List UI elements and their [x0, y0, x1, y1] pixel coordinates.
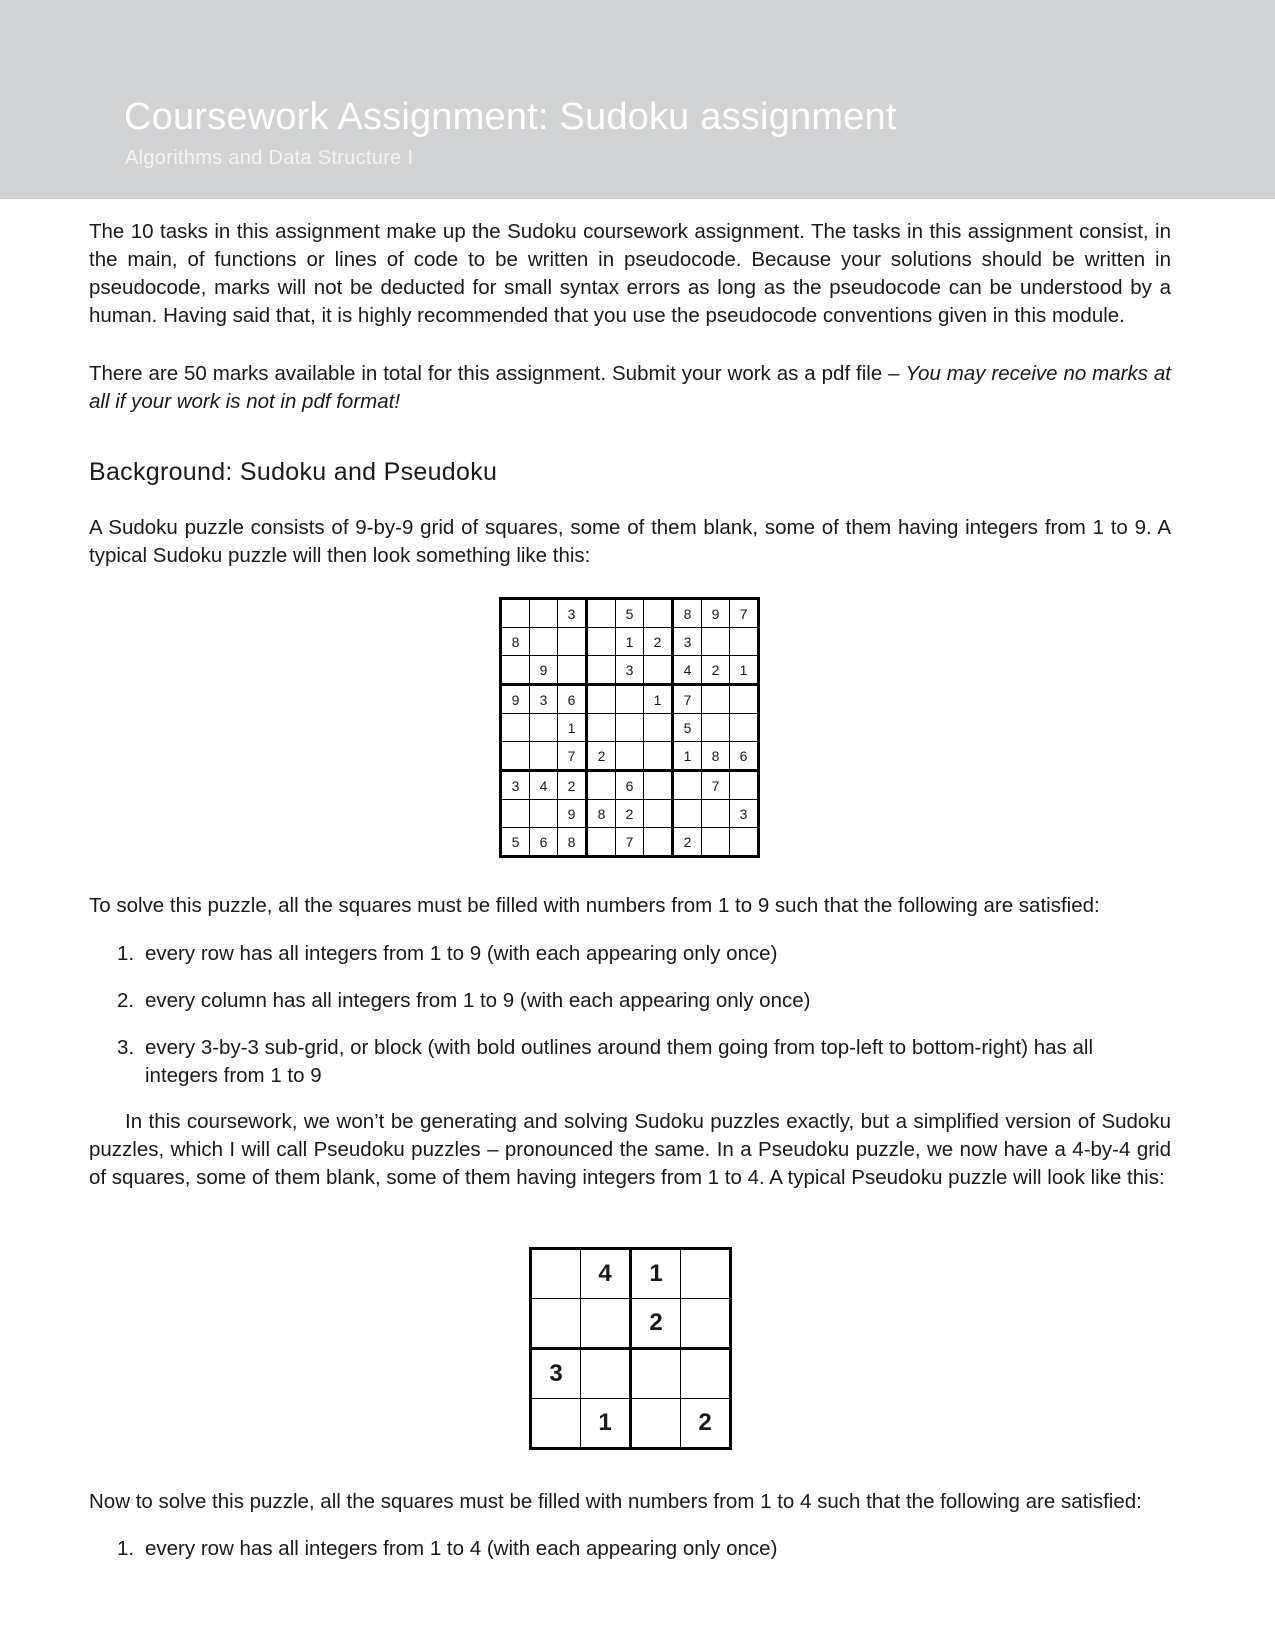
list-text: every 3-by-3 sub-grid, or block (with bold outlines around them going from top-left to bottom-right) has all integers from 1 to 9: [145, 1036, 1094, 1087]
grid-cell: [631, 1399, 681, 1449]
grid-cell: [501, 656, 530, 685]
grid-row: [501, 828, 759, 857]
grid-row: [531, 1249, 731, 1299]
grid-cell: [673, 771, 702, 800]
grid-cell: [644, 714, 673, 742]
grid-cell: [631, 1349, 681, 1399]
grid-cell: [702, 714, 730, 742]
grid-cell: 7: [616, 828, 644, 857]
grid-cell: [730, 828, 759, 857]
grid-cell: 1: [558, 714, 587, 742]
grid-cell: [644, 656, 673, 685]
grid-cell: 3: [501, 771, 530, 800]
grid-cell: 6: [558, 685, 587, 714]
grid-cell: [581, 1349, 631, 1399]
grid-cell: 6: [530, 828, 558, 857]
grid-cell: 6: [616, 771, 644, 800]
grid-cell: 6: [730, 742, 759, 771]
grid-cell: [681, 1249, 731, 1299]
grid-cell: 2: [558, 771, 587, 800]
grid-cell: [530, 628, 558, 656]
list-text: every column has all integers from 1 to 9 (with each appearing only once): [145, 989, 811, 1012]
intro-paragraph-2: [89, 360, 1171, 416]
grid-cell: [702, 800, 730, 828]
grid-row: [501, 771, 759, 800]
sudoku-rule-1: [117, 940, 1167, 968]
grid-cell: [531, 1249, 581, 1299]
sudoku-intro-paragraph: A Sudoku puzzle consists of 9-by-9 grid of squares, some of them blank, some of them having integers from 1 to 9. A typical Sudoku puzzle will then look something like this:: [89, 516, 1171, 567]
grid-cell: 7: [730, 599, 759, 628]
list-number: 1.: [117, 942, 135, 965]
document-subtitle: Algorithms and Data Structure I: [125, 147, 414, 169]
pdf-warning: You may receive no marks at all if your work is not in pdf format!: [89, 362, 1171, 413]
grid-cell: 9: [702, 599, 730, 628]
grid-cell: [644, 828, 673, 857]
grid-cell: 1: [581, 1399, 631, 1449]
grid-cell: 3: [673, 628, 702, 656]
pseudoku-intro-paragraph: In this coursework, we won’t be generating and solving Sudoku puzzles exactly, but a simplified version of Sudoku puzzles, which I will call Pseudoku puzzles – pronounced the same. In a Pseudoku puzzle, we now have a 4-by-4 grid of squares, some of them blank, some of them having integers from 1 to 4. A typical Pseudoku puzzle will look like this:: [89, 1110, 1171, 1189]
grid-row: [531, 1399, 731, 1449]
sudoku-rules-intro: To solve this puzzle, all the squares must be filled with numbers from 1 to 9 such that the following are satisfied:: [89, 894, 1100, 917]
grid-cell: [558, 656, 587, 685]
grid-cell: 7: [702, 771, 730, 800]
grid-cell: 8: [702, 742, 730, 771]
grid-cell: [587, 628, 616, 656]
grid-row: [501, 742, 759, 771]
grid-cell: [644, 800, 673, 828]
grid-cell: 2: [587, 742, 616, 771]
list-text: every row has all integers from 1 to 4 (with each appearing only once): [145, 1537, 778, 1560]
grid-cell: [644, 771, 673, 800]
grid-cell: [587, 685, 616, 714]
grid-cell: 3: [558, 599, 587, 628]
grid-row: [531, 1349, 731, 1399]
grid-cell: 3: [531, 1349, 581, 1399]
grid-row: [501, 628, 759, 656]
grid-cell: 8: [558, 828, 587, 857]
grid-cell: 3: [530, 685, 558, 714]
grid-cell: 5: [616, 599, 644, 628]
grid-cell: [730, 628, 759, 656]
grid-cell: 1: [644, 685, 673, 714]
grid-cell: [531, 1399, 581, 1449]
grid-cell: 1: [673, 742, 702, 771]
document-title: Coursework Assignment: Sudoku assignment: [124, 96, 897, 138]
grid-cell: [616, 714, 644, 742]
grid-cell: 5: [673, 714, 702, 742]
grid-cell: 9: [530, 656, 558, 685]
grid-cell: [530, 800, 558, 828]
grid-cell: [587, 771, 616, 800]
grid-cell: 3: [730, 800, 759, 828]
grid-cell: [501, 800, 530, 828]
grid-cell: [644, 742, 673, 771]
grid-cell: [681, 1349, 731, 1399]
list-number: 3.: [117, 1036, 135, 1059]
list-number: 1.: [117, 1537, 135, 1560]
grid-cell: 4: [581, 1249, 631, 1299]
grid-row: [501, 714, 759, 742]
grid-cell: [531, 1299, 581, 1349]
grid-cell: 2: [702, 656, 730, 685]
grid-cell: 1: [730, 656, 759, 685]
grid-cell: [730, 771, 759, 800]
grid-cell: 2: [616, 800, 644, 828]
pseudoku-rules-intro: Now to solve this puzzle, all the squares must be filled with numbers from 1 to 4 such that the following are satisfied:: [89, 1490, 1142, 1513]
section-heading: Background: Sudoku and Pseudoku: [89, 458, 498, 486]
grid-cell: 7: [558, 742, 587, 771]
grid-cell: [501, 714, 530, 742]
grid-cell: [530, 599, 558, 628]
grid-row: [501, 685, 759, 714]
grid-cell: [616, 742, 644, 771]
list-number: 2.: [117, 989, 135, 1012]
grid-row: [501, 800, 759, 828]
grid-cell: [644, 599, 673, 628]
grid-cell: 4: [530, 771, 558, 800]
sudoku-grid: [499, 597, 760, 858]
pseudoku-rule-1: [117, 1535, 1167, 1563]
grid-cell: [501, 599, 530, 628]
grid-cell: 8: [587, 800, 616, 828]
grid-cell: 5: [501, 828, 530, 857]
grid-cell: [702, 685, 730, 714]
grid-cell: 9: [501, 685, 530, 714]
grid-cell: [587, 599, 616, 628]
grid-cell: 1: [616, 628, 644, 656]
sudoku-rule-3: [117, 1034, 1167, 1090]
grid-cell: [587, 656, 616, 685]
grid-cell: [558, 628, 587, 656]
grid-cell: [587, 828, 616, 857]
grid-cell: [530, 714, 558, 742]
grid-cell: [730, 685, 759, 714]
grid-cell: [681, 1299, 731, 1349]
grid-cell: [730, 714, 759, 742]
grid-cell: 2: [644, 628, 673, 656]
grid-cell: 7: [673, 685, 702, 714]
list-text: every row has all integers from 1 to 9 (with each appearing only once): [145, 942, 778, 965]
intro-paragraph-1: The 10 tasks in this assignment make up the Sudoku coursework assignment. The tasks in this assignment consist, in the main, of functions or lines of code to be written in pseudocode. Because your solutions should be written in pseudocode, marks will not be deducted for small syntax errors as long as the pseudocode can be understood by a human. Having said that, it is highly recommended that you use the pseudocode conventions given in this module.: [89, 220, 1171, 327]
grid-cell: 8: [673, 599, 702, 628]
grid-cell: 1: [631, 1249, 681, 1299]
grid-cell: [581, 1299, 631, 1349]
grid-cell: 4: [673, 656, 702, 685]
grid-row: [501, 656, 759, 685]
grid-cell: [501, 742, 530, 771]
grid-cell: [673, 800, 702, 828]
pseudoku-grid: [529, 1247, 732, 1450]
sudoku-rule-2: [117, 987, 1167, 1015]
grid-cell: [702, 628, 730, 656]
grid-cell: [530, 742, 558, 771]
grid-cell: [587, 714, 616, 742]
grid-cell: 8: [501, 628, 530, 656]
grid-row: [531, 1299, 731, 1349]
grid-cell: 2: [631, 1299, 681, 1349]
grid-cell: [702, 828, 730, 857]
grid-cell: 3: [616, 656, 644, 685]
intro-paragraph-2-text: There are 50 marks available in total for this assignment. Submit your work as a pdf file –: [89, 362, 906, 385]
grid-cell: 2: [681, 1399, 731, 1449]
grid-cell: 2: [673, 828, 702, 857]
grid-row: [501, 599, 759, 628]
grid-cell: 9: [558, 800, 587, 828]
grid-cell: [616, 685, 644, 714]
